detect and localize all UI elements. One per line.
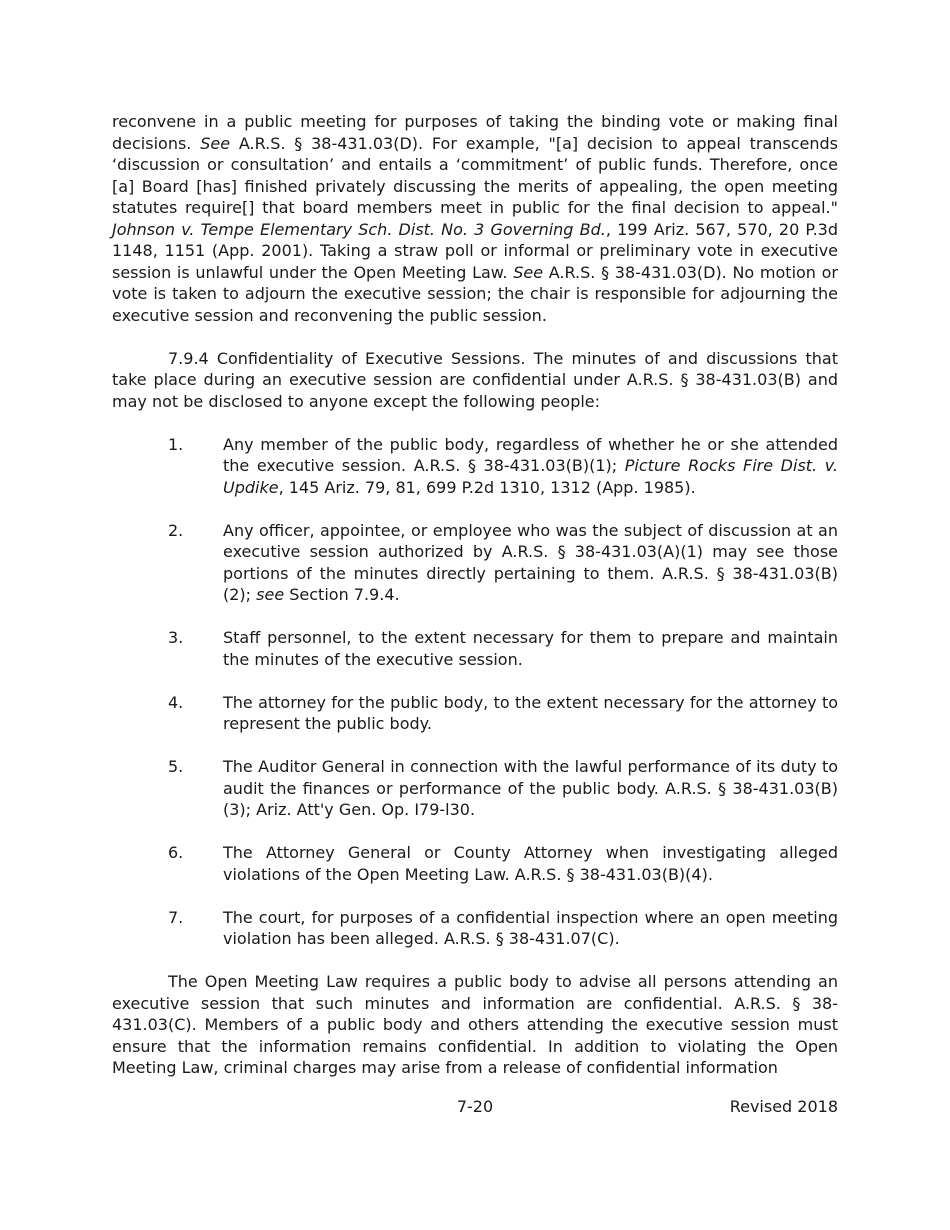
list-number: 4. xyxy=(168,692,184,712)
list-number: 2. xyxy=(168,520,184,540)
list-item: 1. Any member of the public body, regardless of whether he or she attended the executive session. A.R.S. § 38-431.03(B)(1); Picture Rocks Fire Dist. v. Updike, 145 Ariz. 79, 81, 699 P.2d 1310, 1312 (App. 1985). xyxy=(168,434,838,497)
page-body xyxy=(112,111,838,1079)
list-item: 5. The Auditor General in connection with the lawful performance of its duty to audit the finances or performance of the public body. A.R.S. § 38-431.03(B)(3); Ariz. Att'y Gen. Op. I79-l30. xyxy=(168,757,838,819)
list-number: 5. xyxy=(168,757,184,776)
section-intro: The minutes of and discussions that take place during an executive session are confidential under A.R.S. § 38-431.03(B) and may not be disclosed to anyone except the following people: xyxy=(112,348,838,411)
disclosure-list xyxy=(112,434,838,950)
list-item: 7. The court, for purposes of a confidential inspection where an open meeting violation has been alleged. A.R.S. § 38-431.07(C). xyxy=(168,907,838,948)
citation-signal: see xyxy=(256,585,285,604)
list-number: 6. xyxy=(168,843,184,862)
page-footer xyxy=(112,1097,838,1119)
case-name: Picture Rocks Fire Dist. v. Updike xyxy=(223,456,838,497)
list-item: 4. The attorney for the public body, to the extent necessary for the attorney to represent the public body. xyxy=(168,692,838,733)
list-number: 7. xyxy=(168,907,184,927)
paragraph-confidential-advice: The Open Meeting Law requires a public body to advise all persons attending an executive session that such minutes and information are confidential. A.R.S. § 38-431.03(C). Members of a public body and others attending the executive session must ensure that the information remains confidential. In addition to violating the Open Meeting Law, criminal charges may arise from a release of confidential information xyxy=(112,972,838,1077)
section-7-9-4 xyxy=(112,348,838,413)
list-number: 1. xyxy=(168,434,184,454)
citation-signal: See xyxy=(513,262,544,282)
list-item: 3. Staff personnel, to the extent necessary for them to prepare and maintain the minutes of the executive session. xyxy=(168,628,838,669)
list-number: 3. xyxy=(168,628,184,647)
list-item: 2. Any officer, appointee, or employee who was the subject of discussion at an executive session authorized by A.R.S. § 38-431.03(A)(1) may see those portions of the minutes directly pertaining to them. A.R.S. § 38-431.03(B)(2); see Section 7.9.4. xyxy=(168,520,838,604)
list-item: 6. The Attorney General or County Attorney when investigating alleged violations of the Open Meeting Law. A.R.S. § 38-431.03(B)(4). xyxy=(168,843,838,884)
page-number: 7-20 xyxy=(456,1097,494,1116)
case-name: Johnson v. Tempe Elementary Sch. Dist. No. 3 Governing Bd. xyxy=(112,219,606,239)
paragraph-reconvene: reconvene in a public meeting for purposes of taking the binding vote or making final decisions. See A.R.S. § 38-431.03(D). For example, "[a] decision to appeal transcends ‘discussion or consultation’ and entails a ‘commitment’ of public funds. Therefore, once [a] Board [has] finished privately discussing the merits of appealing, the open meeting statutes require[] that board members meet in public for the final decision to appeal." Johnson v. Tempe Elementary Sch. Dist. No. 3 Governing Bd., 199 Ariz. 567, 570, 20 P.3d 1148, 1151 (App. 2001). Taking a straw poll or informal or preliminary vote in executive session is unlawful under the Open Meeting Law. See A.R.S. § 38-431.03(D). No motion or vote is taken to adjourn the executive session; the chair is responsible for adjourning the executive session and reconvening the public session. xyxy=(112,112,839,325)
section-heading: 7.9.4 Confidentiality of Executive Sessions. xyxy=(168,348,526,368)
revision-date: Revised 2018 xyxy=(729,1097,838,1116)
citation-signal: See xyxy=(200,133,231,153)
